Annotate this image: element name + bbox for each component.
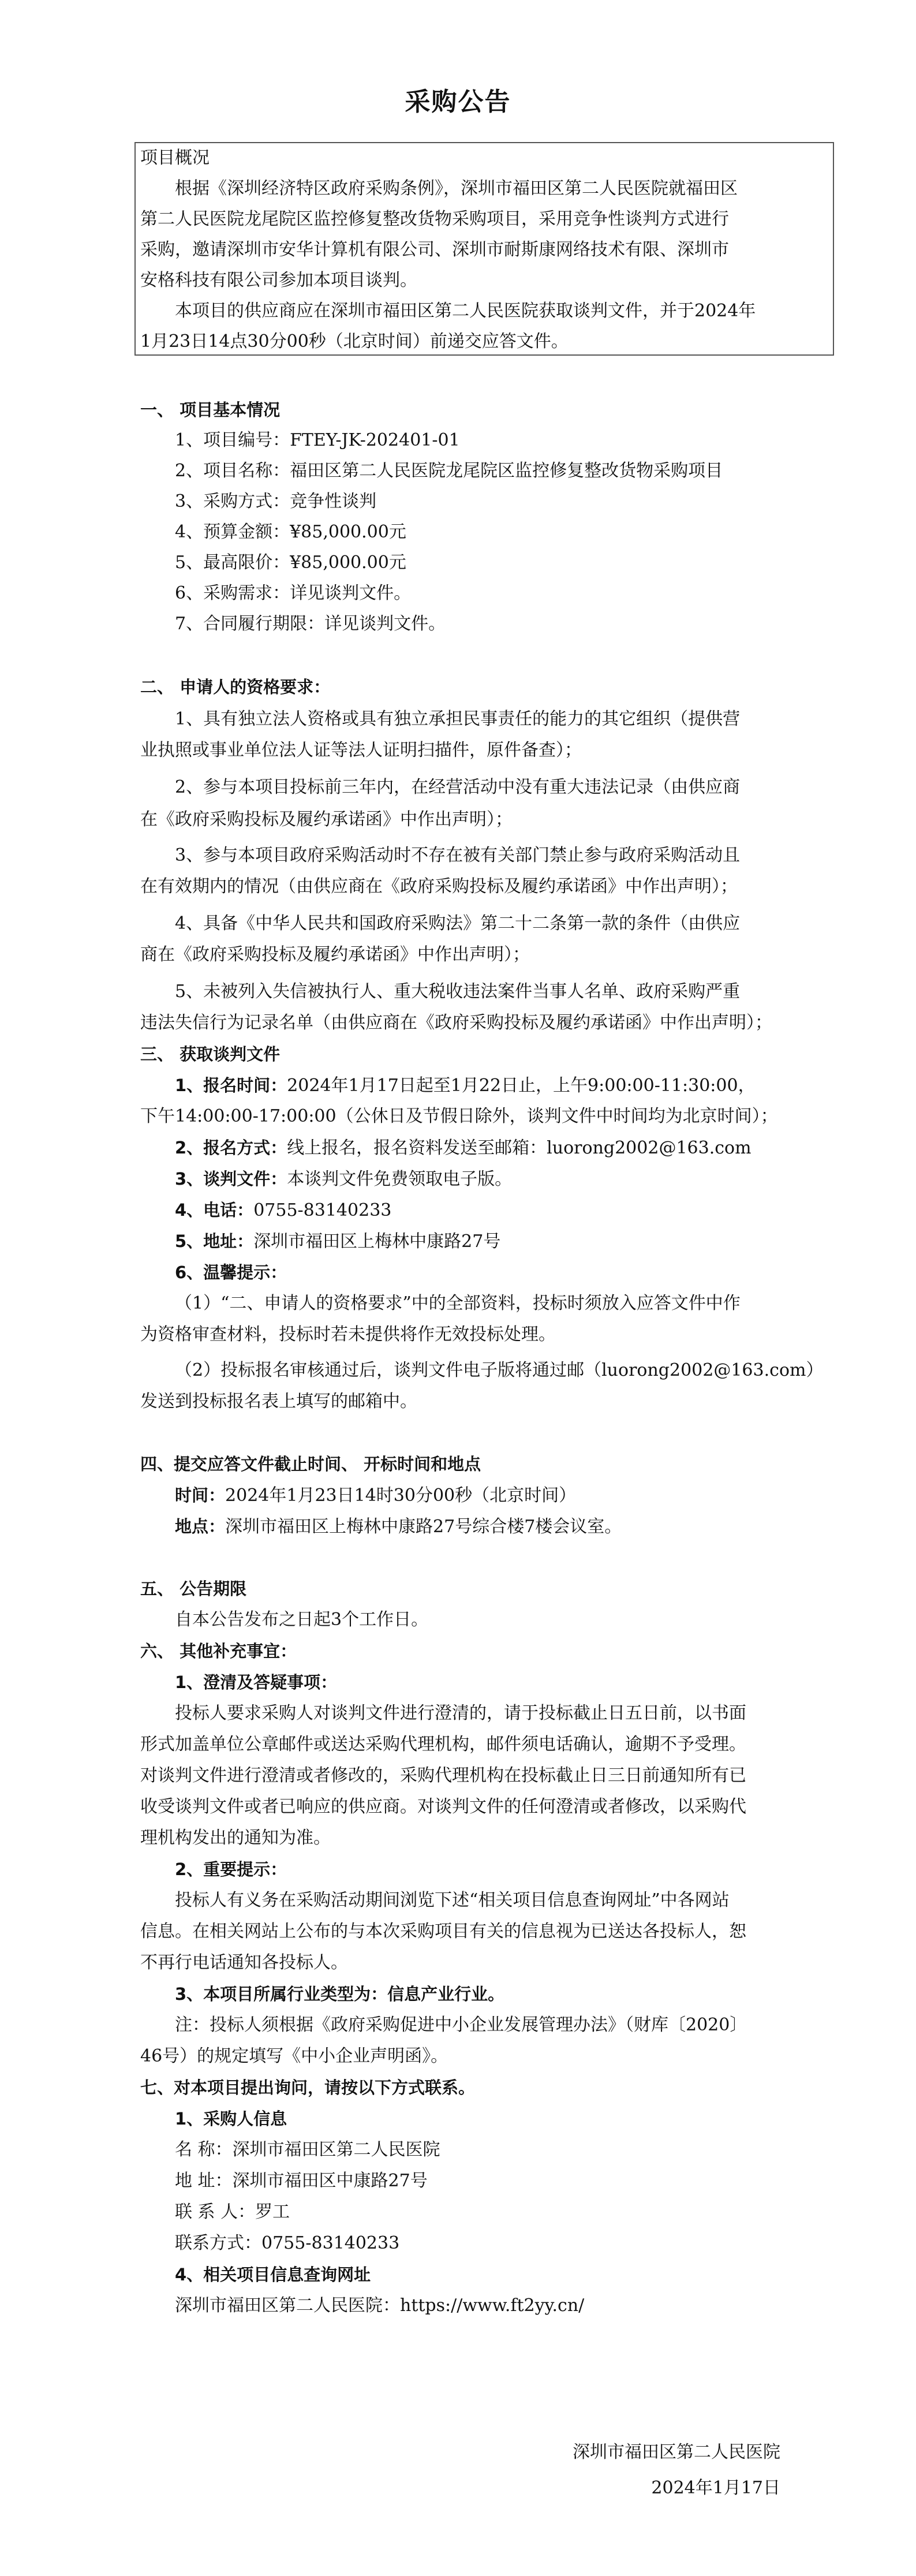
section-1-heading: 一、 项目基本情况 bbox=[140, 400, 281, 420]
contact-phone-label: 4、电话： bbox=[175, 1200, 254, 1220]
registration-method bbox=[175, 1136, 752, 1160]
important-notice-line: 信息。在相关网站上公布的与本次采购项目有关的信息视为已送达各投标人，恕 bbox=[140, 1921, 746, 1942]
contact-address-label: 5、地址： bbox=[175, 1231, 254, 1251]
industry-type: 3、本项目所属行业类型为：信息产业行业。 bbox=[175, 1984, 505, 2004]
tip-line: （2）投标报名审核通过后，谈判文件电子版将通过邮（luorong2002@163.com） bbox=[175, 1360, 824, 1380]
purchaser-contact bbox=[175, 2201, 290, 2224]
clarification-heading: 1、澄清及答疑事项： bbox=[175, 1672, 338, 1692]
registration-time-value: 2024年1月17日起至1月22日止，上午9:00:00-11:30:00， bbox=[287, 1076, 756, 1096]
section-2-heading: 二、 申请人的资格要求： bbox=[140, 677, 331, 697]
project-item: 6、采购需求：详见谈判文件。 bbox=[175, 583, 412, 603]
project-item: 7、合同履行期限：详见谈判文件。 bbox=[175, 614, 446, 634]
purchaser-phone-label: 联系方式： bbox=[175, 2233, 261, 2253]
purchaser-name bbox=[175, 2138, 440, 2161]
purchaser-address bbox=[175, 2170, 428, 2193]
purchaser-address-value: 深圳市福田区中康路27号 bbox=[232, 2171, 428, 2191]
qualification-line: 违法失信行为记录名单（由供应商在《政府采购投标及履约承诺函》中作出声明）； bbox=[140, 1013, 772, 1033]
purchaser-name-label: 名 称： bbox=[175, 2140, 233, 2160]
signature-org: 深圳市福田区第二人民医院 bbox=[573, 2442, 780, 2462]
deadline-time bbox=[175, 1484, 576, 1507]
tip-line: （1）“二、申请人的资格要求”中的全部资料，投标时须放入应答文件中作 bbox=[175, 1293, 741, 1313]
project-item: 2、项目名称：福田区第二人民医院龙尾院区监控修复整改货物采购项目 bbox=[175, 461, 723, 481]
contact-phone-value: 0755-83140233 bbox=[253, 1200, 392, 1220]
registration-method-label: 2、报名方式： bbox=[175, 1138, 287, 1158]
section-3-heading: 三、 获取谈判文件 bbox=[140, 1044, 281, 1064]
website-link[interactable]: https://www.ft2yy.cn/ bbox=[400, 2295, 585, 2316]
registration-time-label: 1、报名时间： bbox=[175, 1076, 287, 1095]
clarification-line: 收受谈判文件或者已响应的供应商。对谈判文件的任何澄清或者修改，以采购代 bbox=[140, 1797, 746, 1817]
registration-time bbox=[175, 1074, 756, 1097]
purchaser-info-heading: 1、采购人信息 bbox=[175, 2109, 287, 2129]
clarification-line: 形式加盖单位公章邮件或送达采购代理机构，邮件须电话确认，逾期不予受理。 bbox=[140, 1734, 746, 1754]
project-item: 4、预算金额：¥85,000.00元 bbox=[175, 522, 406, 542]
tip-line: 发送到投标报名表上填写的邮箱中。 bbox=[140, 1391, 417, 1412]
clarification-line: 投标人要求采购人对谈判文件进行澄清的，请于投标截止日五日前，以书面 bbox=[175, 1703, 746, 1723]
overview-line: 采购，邀请深圳市安华计算机有限公司、深圳市耐斯康网络技术有限、深圳市 bbox=[140, 240, 729, 260]
qualification-line: 业执照或事业单位法人证等法人证明扫描件，原件备查）； bbox=[140, 740, 582, 760]
tips-label: 6、温馨提示： bbox=[175, 1263, 287, 1282]
contact-address-value: 深圳市福田区上梅林中康路27号 bbox=[253, 1231, 501, 1252]
qualification-line: 在《政府采购投标及履约承诺函》中作出声明）； bbox=[140, 809, 513, 830]
important-notice-line: 不再行电话通知各投标人。 bbox=[140, 1952, 348, 1973]
overview-line: 安格科技有限公司参加本项目谈判。 bbox=[140, 270, 417, 290]
contact-phone bbox=[175, 1199, 391, 1222]
notice-period: 自本公告发布之日起3个工作日。 bbox=[175, 1610, 429, 1630]
overview-heading: 项目概况 bbox=[140, 148, 210, 168]
project-item: 3、采购方式：竞争性谈判 bbox=[175, 491, 377, 512]
overview-line: 1月23日14点30分00秒（北京时间）前递交应答文件。 bbox=[140, 331, 569, 352]
website-heading: 4、相关项目信息查询网址 bbox=[175, 2265, 371, 2284]
deadline-time-value: 2024年1月23日14时30分00秒（北京时间） bbox=[225, 1485, 577, 1506]
purchaser-address-label: 地 址： bbox=[175, 2171, 233, 2191]
note-line: 注：投标人须根据《政府采购促进中小企业发展管理办法》（财库〔2020〕 bbox=[175, 2015, 747, 2035]
signature-date: 2024年1月17日 bbox=[651, 2478, 780, 2498]
qualification-line: 4、具备《中华人民共和国政府采购法》第二十二条第一款的条件（由供应 bbox=[175, 913, 741, 934]
deadline-time-label: 时间： bbox=[175, 1485, 226, 1505]
tender-document bbox=[175, 1167, 512, 1191]
purchaser-phone bbox=[175, 2232, 399, 2255]
registration-method-value: 线上报名，报名资料发送至邮箱：luorong2002@163.com bbox=[287, 1138, 752, 1158]
tender-document-value: 本谈判文件免费领取电子版。 bbox=[287, 1169, 513, 1189]
project-item: 1、项目编号：FTEY-JK-202401-01 bbox=[175, 430, 460, 450]
registration-time-cont: 下午14:00:00-17:00:00（公休日及节假日除外，谈判文件中时间均为北京时间）； bbox=[140, 1106, 778, 1126]
section-4-heading: 四、提交应答文件截止时间、 开标时间和地点 bbox=[140, 1454, 481, 1474]
deadline-place bbox=[175, 1515, 622, 1539]
clarification-line: 对谈判文件进行澄清或者修改的，采购代理机构在投标截止日三日前通知所有已 bbox=[140, 1765, 746, 1786]
tender-document-label: 3、谈判文件： bbox=[175, 1169, 287, 1189]
project-item: 5、最高限价：¥85,000.00元 bbox=[175, 552, 406, 573]
important-notice-line: 投标人有义务在采购活动期间浏览下述“相关项目信息查询网址”中各网站 bbox=[175, 1890, 730, 1910]
section-6-heading: 六、 其他补充事宜： bbox=[140, 1641, 297, 1661]
page-title: 采购公告 bbox=[405, 87, 511, 117]
overview-line: 根据《深圳经济特区政府采购条例》，深圳市福田区第二人民医院就福田区 bbox=[175, 178, 738, 199]
qualification-line: 在有效期内的情况（由供应商在《政府采购投标及履约承诺函》中作出声明）； bbox=[140, 876, 738, 897]
deadline-place-value: 深圳市福田区上梅林中康路27号综合楼7楼会议室。 bbox=[225, 1517, 622, 1537]
tip-line: 为资格审查材料，投标时若未提供将作无效投标处理。 bbox=[140, 1324, 556, 1345]
qualification-line: 1、具有独立法人资格或具有独立承担民事责任的能力的其它组织（提供营 bbox=[175, 709, 741, 729]
qualification-line: 5、未被列入失信被执行人、重大税收违法案件当事人名单、政府采购严重 bbox=[175, 981, 741, 1002]
qualification-line: 3、参与本项目政府采购活动时不存在被有关部门禁止参与政府采购活动且 bbox=[175, 845, 741, 865]
section-5-heading: 五、 公告期限 bbox=[140, 1579, 247, 1599]
important-notice-heading: 2、重要提示： bbox=[175, 1860, 287, 1879]
website-line bbox=[175, 2294, 584, 2317]
purchaser-name-value: 深圳市福田区第二人民医院 bbox=[232, 2140, 440, 2160]
website-label: 深圳市福田区第二人民医院： bbox=[175, 2295, 400, 2316]
clarification-line: 理机构发出的通知为准。 bbox=[140, 1828, 331, 1848]
purchaser-contact-label: 联 系 人： bbox=[175, 2202, 256, 2222]
overview-line: 本项目的供应商应在深圳市福田区第二人民医院获取谈判文件，并于2024年 bbox=[175, 301, 756, 321]
contact-address bbox=[175, 1230, 500, 1253]
deadline-place-label: 地点： bbox=[175, 1517, 226, 1536]
qualification-line: 2、参与本项目投标前三年内，在经营活动中没有重大违法记录（由供应商 bbox=[175, 777, 741, 797]
section-7-heading: 七、对本项目提出询问，请按以下方式联系。 bbox=[140, 2078, 476, 2097]
note-line: 46号）的规定填写《中小企业声明函》。 bbox=[140, 2046, 448, 2066]
purchaser-phone-value: 0755-83140233 bbox=[261, 2233, 400, 2253]
overview-line: 第二人民医院龙尾院区监控修复整改货物采购项目，采用竞争性谈判方式进行 bbox=[140, 209, 729, 229]
purchaser-contact-value: 罗工 bbox=[255, 2202, 290, 2222]
qualification-line: 商在《政府采购投标及履约承诺函》中作出声明）； bbox=[140, 944, 530, 965]
